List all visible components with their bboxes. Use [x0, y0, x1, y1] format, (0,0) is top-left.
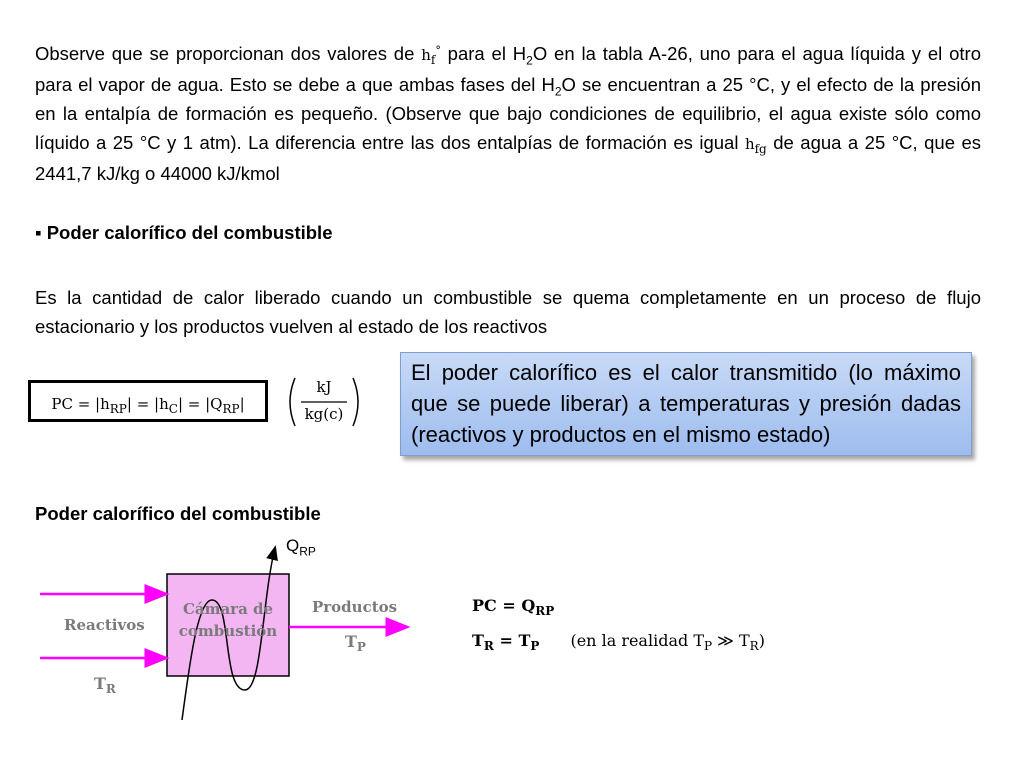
intro-text-1: Observe que se proporcionan dos valores de — [35, 43, 415, 64]
intro-paragraph: Observe que se proporcionan dos valores de $h_f^\circ$ para el $H_2O$ en la tabla A-26, uno para el agua líquida y el otro para el vapor de agua. Esto se debe a que ambas fases del $H_2O$ se encuentran a 25 °C, y el efecto de la presión en la entalpía de formación es pequeño. (Observe que bajo condiciones de equilibrio, el agua existe sólo como líquido a 25 °C y 1 atm). La diferencia entre las dos entalpías de formación es igual $h_{fg}$ de agua a 25 °C, que es 2441,7 kJ/kg o 44000 kJ/kmol — [35, 43, 982, 184]
combustion-diagram — [0, 540, 440, 760]
units-denominator: kg(c) — [304, 405, 344, 423]
equation-note: (en la realidad $T_P$ ≫ $T_R$) — [570, 631, 765, 654]
chamber-label: Cámara de combustión — [178, 600, 278, 640]
q-rp-label: $Q_{RP}$ — [286, 536, 316, 559]
intro-text-4: O se encuentran a 25 °C, y el efecto de la presión en la entalpía de formación es pequeño. (Observe que bajo condiciones de equilibrio, el agua existe sólo como líquido a 25 °C y 1 atm). La diferencia entre las dos entalpías de formación es igual — [35, 74, 981, 153]
intro-text-3: O en la tabla A-26, uno para el agua líquida y el otro para el vapor de agua. Esto se debe a que ambas fases del H — [35, 43, 982, 95]
hf-symbol: $h_f^\circ$ — [421, 44, 441, 67]
definition-paragraph: Es la cantidad de calor liberado cuando un combustible se quema completamente en un proceso de flujo estacionario y los productos vuelven al estado de los reactivos — [35, 287, 981, 337]
equation-pc: PC = $Q_{RP}$ — [472, 596, 555, 619]
equation-temperatures: $T_R = T_P$ (en la realidad $T_P$ ≫ $T_R$) — [472, 631, 765, 654]
callout-box: El poder calorífico es el calor transmitido (lo máximo que se puede liberar) a temperaturas y presión dadas (reactivos y productos en el mismo estado) — [400, 352, 972, 456]
reactivos-label: Reactivos — [64, 616, 145, 634]
units-numerator: kJ — [316, 378, 332, 396]
section-heading: Poder calorífico del combustible — [35, 503, 321, 524]
intro-text-2: para el H — [447, 43, 527, 64]
formula-box: PC = $|h_{RP}| = |h_C| = |Q_{RP}|$ — [28, 380, 268, 422]
tr-label: $T_R$ — [94, 674, 116, 697]
units-fraction — [285, 374, 363, 430]
hfg-symbol: $h_{fg}$ — [744, 135, 767, 156]
intro-text-5: de agua a 25 °C, que es 2441,7 kJ/kg o 44000 kJ/kmol — [35, 132, 981, 184]
tp-label: $T_P$ — [345, 632, 366, 655]
productos-label: Productos — [312, 598, 398, 616]
bullet-heading: ▪ Poder calorífico del combustible — [35, 222, 333, 243]
